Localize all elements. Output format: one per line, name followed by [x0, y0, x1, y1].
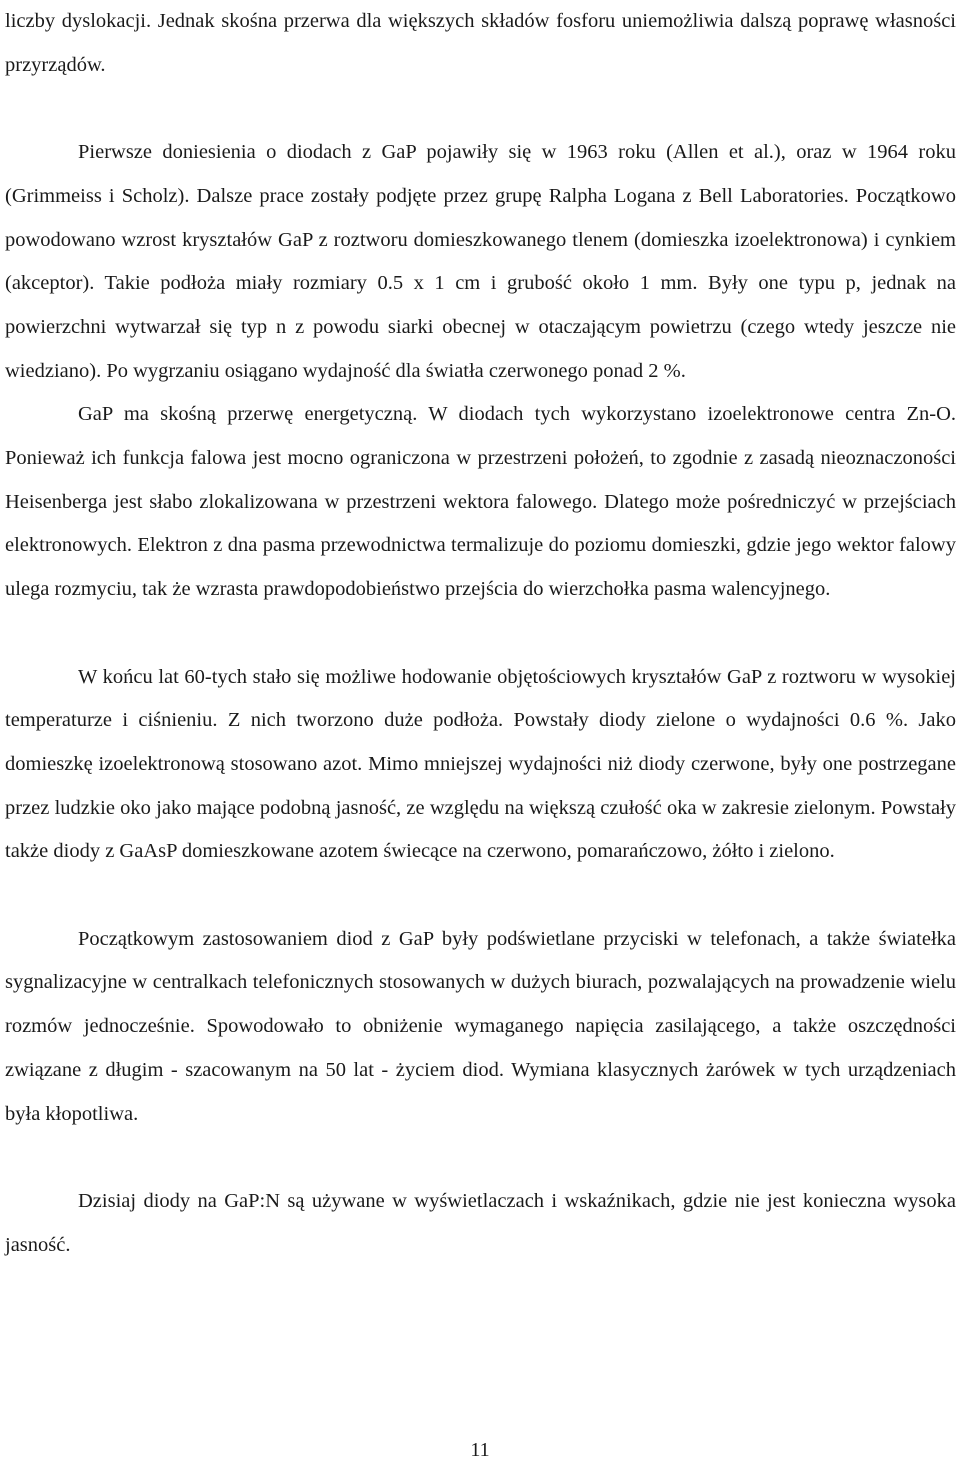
- paragraph-indirect-gap: GaP ma skośną przerwę energetyczną. W diodach tych wykorzystano izoelektronowe centra Zn-O. Ponieważ ich funkcja falowa jest mocno ograniczona w przestrzeni położeń, to zgodnie z zasadą nieoznaczoności Heisenberga jest słabo zlokalizowana w przestrzeni wektora falowego. Dlatego może pośredniczyć w przejściach elektronowych. Elektron z dna pasma przewodnictwa termalizuje do poziomu domieszki, gdzie jego wektor falowy ulega rozmyciu, tak że wzrasta prawdopodobieństwo przejścia do wierzchołka pasma walencyjnego.: [5, 403, 956, 601]
- paragraph-applications: Początkowym zastosowaniem diod z GaP były podświetlane przyciski w telefonach, a także światełka sygnalizacyjne w centralkach telefonicznych stosowanych w dużych biurach, pozwalających na prowadzenie wielu rozmów jednocześnie. Spowodowało to obniżenie wymaganego napięcia zasilającego, a także oszczędności związane z długim - szacowanym na 50 lat - życiem diod. Wymiana klasycznych żarówek w tych urządzeniach była kłopotliwa.: [5, 927, 956, 1125]
- paragraph-green-diodes: W końcu lat 60-tych stało się możliwe hodowanie objętościowych kryształów GaP z roztworu w wysokiej temperaturze i ciśnieniu. Z nich tworzono duże podłoża. Powstały diody zielone o wydajności 0.6 %. Jako domieszkę izoelektronową stosowano azot. Mimo mniejszej wydajności niż diody czerwone, były one postrzegane przez ludzkie oko jako mające podobną jasność, ze względu na większą czułość oka w zakresie zielonym. Powstały także diody z GaAsP domieszkowane azotem świecące na czerwono, pomarańczowo, żółto i zielono.: [5, 665, 956, 863]
- paragraph-continuation: liczby dyslokacji. Jednak skośna przerwa dla większych składów fosforu uniemożliwia dalszą poprawę własności przyrządów.: [5, 10, 956, 76]
- document-page: [5, 0, 956, 1267]
- paragraph-gap-history: Pierwsze doniesienia o diodach z GaP pojawiły się w 1963 roku (Allen et al.), oraz w 1964 roku (Grimmeiss i Scholz). Dalsze prace zostały podjęte przez grupę Ralpha Logana z Bell Laboratories. Początkowo powodowano wzrost kryształów GaP z roztworu domieszkowanego tlenem (domieszka izoelektronowa) i cynkiem (akceptor). Takie podłoża miały rozmiary 0.5 x 1 cm i grubość około 1 mm. Były one typu p, jednak na powierzchni wytwarzał się typ n z powodu siarki obecnej w otaczającym powietrzu (czego wtedy jeszcze nie wiedziano). Po wygrzaniu osiągano wydajność dla światła czerwonego ponad 2 %.: [5, 141, 956, 382]
- page-number: 11: [470, 1439, 490, 1461]
- paragraph-today: Dzisiaj diody na GaP:N są używane w wyświetlaczach i wskaźnikach, gdzie nie jest konieczna wysoka jasność.: [5, 1189, 956, 1256]
